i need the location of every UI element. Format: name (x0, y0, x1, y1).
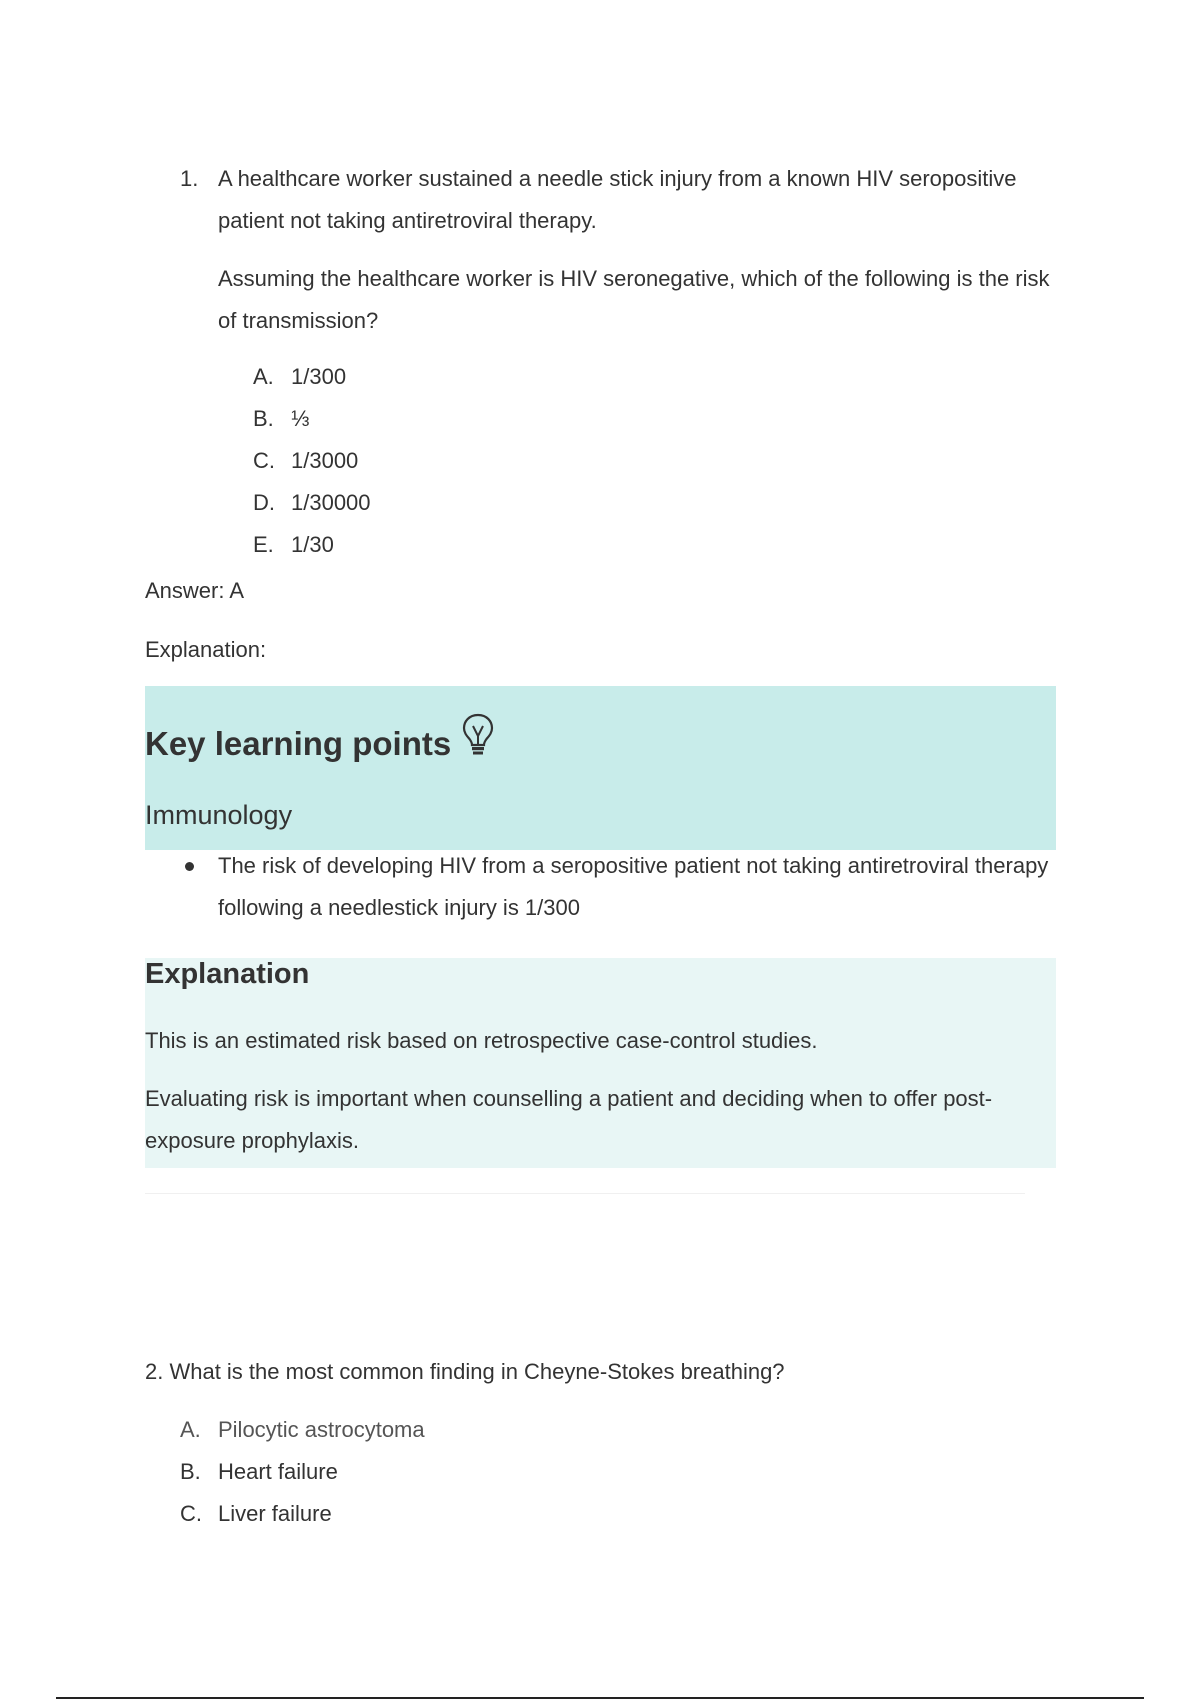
answer-line: Answer: A (145, 578, 245, 603)
option-text: Heart failure (218, 1459, 338, 1484)
option-text: 1/30000 (291, 490, 371, 515)
option-letter: D. (253, 490, 275, 515)
page-bottom-rule (56, 1697, 1144, 1699)
option-text: 1/30 (291, 532, 334, 557)
option-letter: A. (253, 364, 274, 389)
option-text: 1/300 (291, 364, 347, 389)
key-learning-title: Key learning points (145, 725, 452, 762)
option-a (180, 1409, 425, 1451)
option-b (253, 398, 371, 440)
explanation-paragraph-2: Evaluating risk is important when counselling a patient and deciding when to offer post-exposure prophylaxis. (145, 1086, 993, 1153)
option-letter: C. (180, 1501, 202, 1526)
option-letter: C. (253, 448, 275, 473)
section-divider (145, 1193, 1025, 1194)
option-c (180, 1493, 425, 1535)
question-1-number: 1. (180, 166, 199, 191)
bullet-text: The risk of developing HIV from a seropositive patient not taking antiretroviral therapy following a needlestick injury is 1/300 (218, 853, 1049, 920)
option-letter: A. (180, 1417, 201, 1442)
option-letter: E. (253, 532, 274, 557)
explanation-label: Explanation: (145, 637, 267, 662)
question-1-stem: A healthcare worker sustained a needle stick injury from a known HIV seropositive patient not taking antiretroviral therapy. (218, 166, 1017, 233)
key-learning-subtitle: Immunology (145, 800, 293, 830)
question-2-stem: 2. What is the most common finding in Cheyne-Stokes breathing? (145, 1359, 785, 1384)
option-d (253, 482, 371, 524)
option-text: ⅓ (291, 406, 310, 431)
question-1-options (253, 356, 371, 566)
option-b (180, 1451, 425, 1493)
option-letter: B. (180, 1459, 201, 1484)
question-2-options (180, 1409, 425, 1535)
question-1-stem-continued: Assuming the healthcare worker is HIV seronegative, which of the following is the risk of transmission? (218, 266, 1050, 333)
option-e (253, 524, 371, 566)
explanation-paragraph-1: This is an estimated risk based on retrospective case-control studies. (145, 1028, 818, 1053)
explanation-title: Explanation (145, 958, 310, 990)
option-a (253, 356, 371, 398)
option-text: Pilocytic astrocytoma (218, 1417, 425, 1442)
bullet-dot (185, 862, 194, 871)
option-text: 1/3000 (291, 448, 359, 473)
lightbulb-icon (460, 712, 496, 756)
option-letter: B. (253, 406, 274, 431)
option-c (253, 440, 371, 482)
option-text: Liver failure (218, 1501, 332, 1526)
